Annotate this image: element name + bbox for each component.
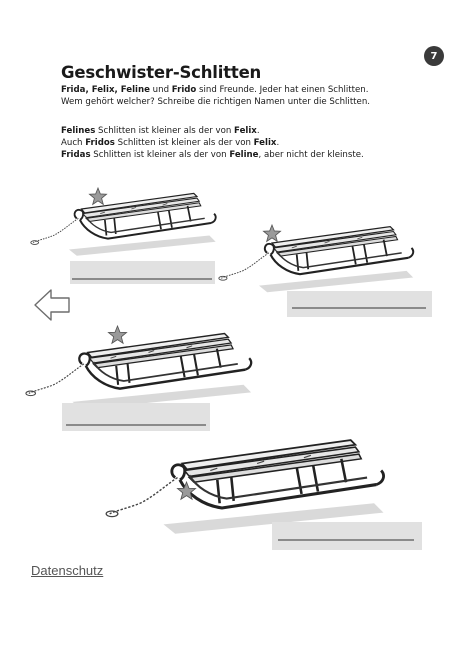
clue-1: Felines Schlitten ist kleiner als der von Felix. [61, 126, 260, 136]
name-answer-box-4[interactable] [272, 522, 422, 550]
name-line-1 [72, 278, 212, 280]
privacy-link[interactable]: Datenschutz [31, 563, 104, 578]
clue-3: Fridas Schlitten ist kleiner als der von Feline, aber nicht der kleinste. [61, 150, 364, 160]
arrow-left-outline-icon[interactable] [33, 288, 71, 322]
name-answer-box-2[interactable] [287, 291, 432, 317]
intro-line-1: Frida, Felix, Feline und Frido sind Freunde. Jeder hat einen Schlitten. [61, 85, 369, 95]
name-answer-box-1[interactable] [70, 261, 215, 284]
name-line-2 [292, 307, 426, 309]
clue-2: Auch Fridos Schlitten ist kleiner als der von Felix. [61, 138, 280, 148]
star-icon [263, 225, 280, 241]
star-icon [89, 188, 106, 204]
intro-line-2: Wem gehört welcher? Schreibe die richtigen Namen unter die Schlitten. [61, 97, 371, 107]
worksheet-title: Geschwister-Schlitten [61, 63, 262, 82]
name-line-4 [278, 539, 414, 541]
star-icon [108, 326, 126, 343]
page-number-badge: 7 [424, 46, 444, 66]
